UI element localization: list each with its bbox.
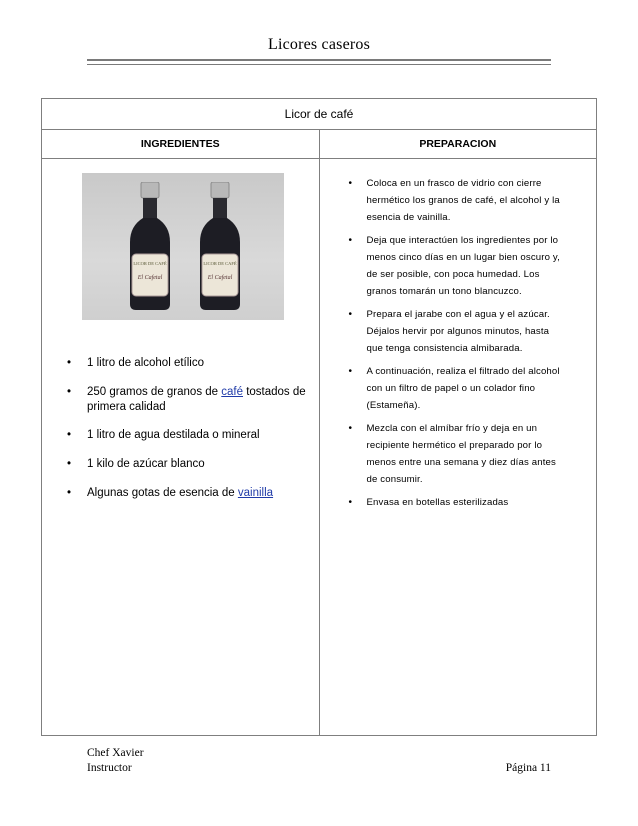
bullet-icon: •: [348, 366, 353, 377]
bullet-icon: •: [348, 309, 353, 320]
bullet-icon: •: [348, 235, 353, 246]
ingredients-cell: [42, 159, 320, 736]
list-item: • A continuación, realiza el filtrado del alcohol con un filtro de papel o un colador fino (Estameña).: [367, 363, 597, 414]
list-item: • 1 kilo de azúcar blanco: [67, 458, 205, 470]
preparation-cell: [319, 159, 597, 736]
svg-text:El Cafetal: El Cafetal: [137, 275, 163, 281]
bullet-icon: •: [348, 423, 353, 434]
vainilla-link[interactable]: vainilla: [237, 487, 274, 499]
recipe-table: [41, 98, 597, 736]
recipe-title: Licor de café: [42, 99, 597, 130]
bottle-right-icon: [196, 182, 244, 312]
preparation-heading: PREPARACION: [319, 130, 597, 159]
list-item: • Coloca en un frasco de vidrio con cierre hermético los granos de café, el alcohol y la esencia de vainilla.: [367, 175, 597, 226]
ingredients-heading: INGREDIENTES: [42, 130, 320, 159]
bullet-icon: •: [67, 386, 72, 398]
svg-text:El Cafetal: El Cafetal: [207, 275, 233, 281]
list-item: • Algunas gotas de esencia de vainilla: [67, 487, 274, 499]
preparation-list: [348, 175, 597, 511]
bullet-icon: •: [67, 429, 72, 441]
header-title: Licores caseros: [267, 36, 371, 53]
list-item: • Deja que interactúen los ingredientes por lo menos cinco días en un lugar bien oscuro y, de ser posible, con poca humedad. Los granos tomarán un tono blancuzco.: [367, 232, 597, 300]
liqueur-bottles-photo: [82, 173, 284, 320]
footer-author-role: Instructor: [87, 762, 132, 774]
bottle-left-icon: [126, 182, 174, 312]
bullet-icon: •: [348, 178, 353, 189]
bullet-icon: •: [67, 487, 72, 499]
svg-text:LICOR DE CAFÉ: LICOR DE CAFÉ: [133, 261, 167, 266]
list-item: • Prepara el jarabe con el agua y el azúcar. Déjalos hervir por algunos minutos, hasta que tenga consistencia almibarada.: [367, 306, 597, 357]
bullet-icon: •: [67, 458, 72, 470]
bullet-icon: •: [67, 357, 72, 369]
list-item: • Mezcla con el almíbar frío y deja en un recipiente hermético el preparado por lo menos entre una semana y diez días antes de consumir.: [367, 420, 597, 488]
list-item: • 1 litro de agua destilada o mineral: [67, 429, 260, 441]
bullet-icon: •: [348, 497, 353, 508]
header-rule: [87, 59, 551, 65]
svg-text:LICOR DE CAFÉ: LICOR DE CAFÉ: [203, 261, 237, 266]
cafe-link[interactable]: café: [221, 386, 244, 398]
footer-author-name: Chef Xavier: [87, 747, 144, 759]
list-item: • Envasa en botellas esterilizadas: [367, 494, 597, 511]
list-item: • 1 litro de alcohol etílico: [67, 357, 204, 369]
list-item: • 250 gramos de granos de café tostados de primera calidad: [67, 386, 306, 413]
ingredients-list: [67, 356, 315, 501]
footer-page-number: Página 11: [505, 762, 551, 774]
